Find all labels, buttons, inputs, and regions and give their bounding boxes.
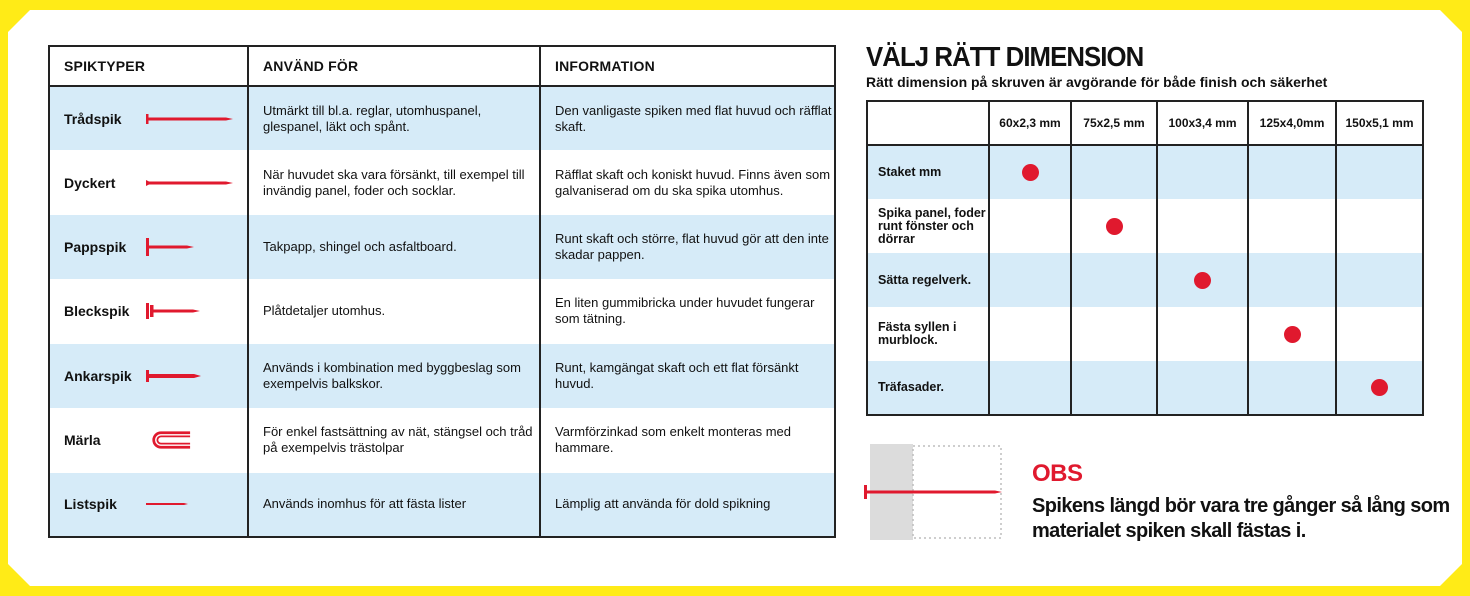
dimension-cell: [1157, 361, 1248, 415]
dimension-cell: [989, 253, 1071, 307]
dimension-row: [867, 199, 1423, 253]
selected-dimension-dot: [1194, 272, 1211, 289]
nail-types-table: [48, 45, 836, 538]
table-row: [49, 279, 835, 343]
nail-type-name: Dyckert: [64, 174, 116, 191]
dimension-use-label: Spika panel, foder runt fönster och dörrar: [867, 199, 989, 253]
dimension-cell: [1248, 307, 1336, 361]
washer-nail-icon: [146, 301, 236, 321]
header-information: INFORMATION: [540, 46, 835, 86]
table-row: [49, 344, 835, 408]
dimension-cell: [1336, 145, 1423, 199]
dimension-row: [867, 307, 1423, 361]
obs-label: OBS: [1032, 460, 1083, 487]
information-cell: Runt skaft och större, flat huvud gör att den inte skadar pappen.: [540, 215, 835, 279]
information-cell: Den vanligaste spiken med flat huvud och räfflat skaft.: [540, 86, 835, 150]
dimension-cell: [989, 145, 1071, 199]
dimension-cell: [1157, 253, 1248, 307]
dimension-cell: [989, 307, 1071, 361]
dimension-cell: [1248, 199, 1336, 253]
nail-type-name: Bleckspik: [64, 303, 130, 320]
dimension-cell: [1248, 253, 1336, 307]
dimension-column-header: 60x2,3 mm: [989, 101, 1071, 145]
use-for-cell: Utmärkt till bl.a. reglar, utomhuspanel, glespanel, läkt och spånt.: [248, 86, 540, 150]
dimension-header-empty: [867, 101, 989, 145]
table-row: [49, 215, 835, 279]
selected-dimension-dot: [1284, 326, 1301, 343]
dimension-cell: [1336, 199, 1423, 253]
type-cell: [49, 86, 248, 150]
selected-dimension-dot: [1106, 218, 1123, 235]
roofing-nail-icon: [146, 237, 236, 257]
dimension-use-label: Träfasader.: [867, 361, 989, 415]
wire-nail-icon: [146, 109, 236, 129]
use-for-cell: Används inomhus för att fästa lister: [248, 473, 540, 537]
use-for-cell: Plåtdetaljer utomhus.: [248, 279, 540, 343]
finish-nail-icon: [146, 173, 236, 193]
obs-text: Spikens längd bör vara tre gånger så lång som materialet spiken skall fästas i.: [1032, 495, 1450, 542]
dimension-cell: [1336, 361, 1423, 415]
dimension-column-header: 100x3,4 mm: [1157, 101, 1248, 145]
nail-depth-illustration: [864, 444, 1004, 540]
type-cell: [49, 473, 248, 537]
dimension-table: [866, 100, 1424, 416]
information-cell: Varmförzinkad som enkelt monteras med hammare.: [540, 408, 835, 472]
dimension-table-body: [867, 145, 1423, 415]
dimension-cell: [1071, 145, 1157, 199]
staple-icon: [146, 430, 236, 450]
dimension-column-header: 75x2,5 mm: [1071, 101, 1157, 145]
dimension-cell: [989, 199, 1071, 253]
information-cell: En liten gummibricka under huvudet fungerar som tätning.: [540, 279, 835, 343]
nail-type-name: Ankarspik: [64, 367, 132, 384]
dimension-cell: [1157, 145, 1248, 199]
dimension-cell: [1248, 145, 1336, 199]
dimension-use-label: Fästa syllen i murblock.: [867, 307, 989, 361]
nail-type-name: Pappspik: [64, 239, 127, 256]
dimension-row: [867, 145, 1423, 199]
dimension-cell: [1071, 361, 1157, 415]
selected-dimension-dot: [1022, 164, 1039, 181]
dimension-cell: [1071, 253, 1157, 307]
table-header-row: [49, 46, 835, 86]
dimension-use-label: Sätta regelverk.: [867, 253, 989, 307]
information-cell: Lämplig att använda för dold spikning: [540, 473, 835, 537]
dimension-cell: [1336, 253, 1423, 307]
dimension-column-header: 125x4,0mm: [1248, 101, 1336, 145]
use-for-cell: Används i kombination med byggbeslag som exempelvis balkskor.: [248, 344, 540, 408]
dimension-row: [867, 253, 1423, 307]
anchor-nail-icon: [146, 366, 236, 386]
dimension-cell: [1157, 307, 1248, 361]
header-use-for: ANVÄND FÖR: [248, 46, 540, 86]
type-cell: [49, 344, 248, 408]
use-for-cell: Takpapp, shingel och asfaltboard.: [248, 215, 540, 279]
table-row: [49, 150, 835, 214]
table-row: [49, 408, 835, 472]
dimension-cell: [1248, 361, 1336, 415]
use-for-cell: När huvudet ska vara försänkt, till exempel till invändig panel, foder och socklar.: [248, 150, 540, 214]
type-cell: [49, 150, 248, 214]
dimension-use-label: Staket mm: [867, 145, 989, 199]
nail-type-name: Märla: [64, 432, 101, 449]
dimension-cell: [1157, 199, 1248, 253]
use-for-cell: För enkel fastsättning av nät, stängsel och tråd på exempelvis trästolpar: [248, 408, 540, 472]
type-cell: [49, 215, 248, 279]
dimension-cell: [1071, 199, 1157, 253]
dimension-column-header: 150x5,1 mm: [1336, 101, 1423, 145]
table-row: [49, 473, 835, 537]
type-cell: [49, 279, 248, 343]
dimension-row: [867, 361, 1423, 415]
dimension-subtitle: Rätt dimension på skruven är avgörande för både finish och säkerhet: [866, 74, 1328, 90]
dimension-title: VÄLJ RÄTT DIMENSION: [866, 41, 1144, 72]
table-row: [49, 86, 835, 150]
panel-pin-icon: [146, 494, 236, 514]
type-cell: [49, 408, 248, 472]
dimension-cell: [1071, 307, 1157, 361]
selected-dimension-dot: [1371, 379, 1388, 396]
dimension-header-row: [867, 101, 1423, 145]
dimension-cell: [1336, 307, 1423, 361]
nail-type-name: Listspik: [64, 496, 117, 513]
information-cell: Runt, kamgängat skaft och ett flat försänkt huvud.: [540, 344, 835, 408]
header-nail-type: SPIKTYPER: [49, 46, 248, 86]
nail-type-name: Trådspik: [64, 110, 122, 127]
dimension-cell: [989, 361, 1071, 415]
information-cell: Räfflat skaft och koniskt huvud. Finns även som galvaniserad om du ska spika utomhus.: [540, 150, 835, 214]
